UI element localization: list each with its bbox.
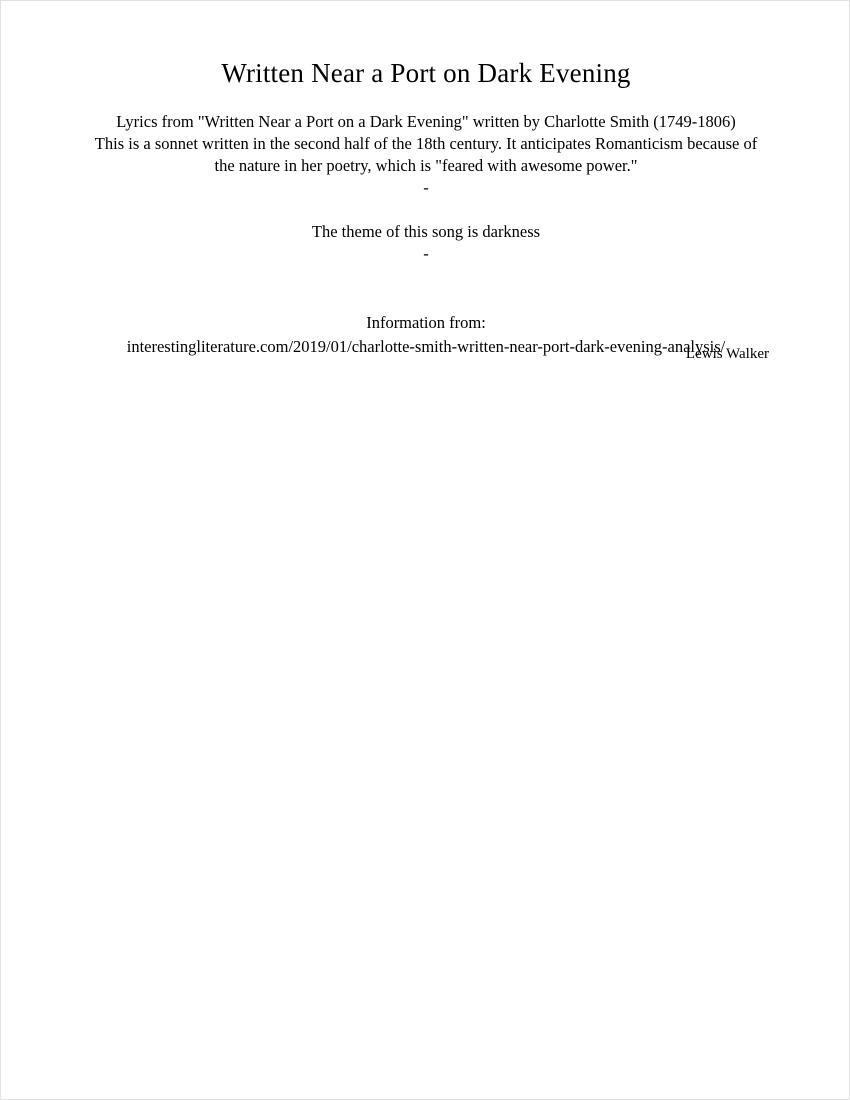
theme-line: The theme of this song is darkness xyxy=(311,222,541,241)
intro-block xyxy=(41,111,811,265)
page-title: Written Near a Port on Dark Evening xyxy=(221,58,631,89)
source-label: Information from: xyxy=(366,313,486,332)
author-credit: Lewis Walker xyxy=(685,346,769,362)
intro-line-2: This is a sonnet written in the second half of the 18th century. It anticipates Romanticism because of xyxy=(94,134,758,153)
source-url[interactable]: interestingliterature.com/2019/01/charlotte-smith-written-near-port-dark-evening-analysis/ xyxy=(126,337,726,356)
intro-line-3: the nature in her poetry, which is "feared with awesome power." xyxy=(214,156,638,175)
theme-separator: - xyxy=(423,244,429,263)
intro-line-1: Lyrics from "Written Near a Port on a Dark Evening" written by Charlotte Smith (1749-1806) xyxy=(116,112,736,131)
intro-gap xyxy=(41,199,811,221)
intro-separator: - xyxy=(423,178,429,197)
